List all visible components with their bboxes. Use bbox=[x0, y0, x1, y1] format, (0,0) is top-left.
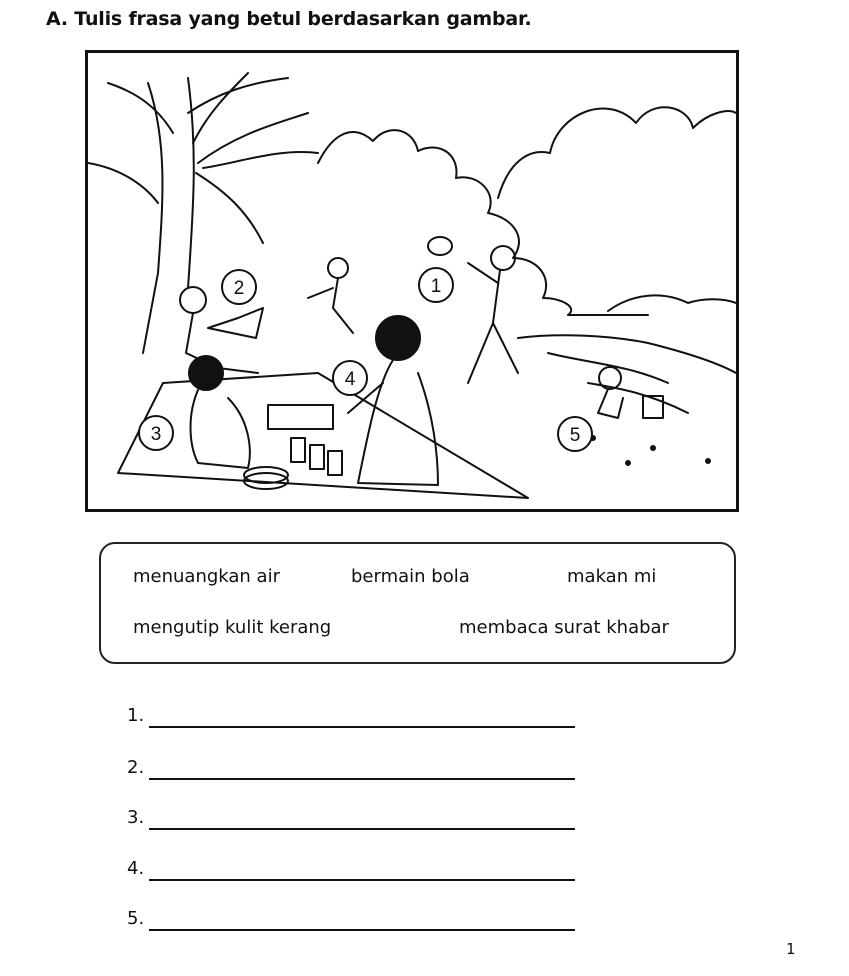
svg-text:5: 5 bbox=[569, 425, 581, 446]
word-bank-item: mengutip kulit kerang bbox=[133, 617, 332, 638]
word-bank-item: bermain bola bbox=[351, 566, 470, 587]
picture-label-4 bbox=[333, 361, 367, 395]
cup bbox=[328, 451, 342, 475]
hill-outline bbox=[608, 295, 736, 311]
palm-frond bbox=[198, 113, 308, 163]
picture-label-5 bbox=[558, 417, 592, 451]
palm-frond bbox=[196, 173, 263, 243]
girl-collecting-shells bbox=[598, 367, 663, 418]
svg-text:3: 3 bbox=[150, 424, 162, 445]
svg-text:4: 4 bbox=[344, 369, 356, 390]
answer-number: 5. bbox=[127, 908, 145, 929]
answer-row bbox=[127, 700, 587, 728]
page-number: 1 bbox=[786, 940, 796, 958]
word-bank-item: makan mi bbox=[567, 566, 657, 587]
boy-playing-ball bbox=[468, 246, 518, 383]
answer-row bbox=[127, 802, 587, 830]
beach-picnic-illustration bbox=[85, 50, 739, 512]
tree-branch bbox=[108, 83, 173, 133]
woman-pouring-water bbox=[348, 316, 438, 485]
answer-line[interactable] bbox=[149, 778, 575, 780]
answer-line[interactable] bbox=[149, 726, 575, 728]
cloud-outline bbox=[498, 107, 736, 198]
tree-trunk bbox=[143, 83, 162, 353]
bush-outline bbox=[318, 130, 648, 315]
picture-label-2 bbox=[222, 270, 256, 304]
answer-row bbox=[127, 903, 587, 931]
cup bbox=[310, 445, 324, 469]
ball bbox=[428, 237, 452, 255]
picture-label-1 bbox=[419, 268, 453, 302]
palm-frond bbox=[203, 152, 318, 168]
answer-number: 1. bbox=[127, 705, 145, 726]
word-bank-item: menuangkan air bbox=[133, 566, 280, 587]
answer-number: 3. bbox=[127, 807, 145, 828]
picnic-mat bbox=[118, 373, 528, 498]
answer-row bbox=[127, 752, 587, 780]
word-bank bbox=[99, 542, 736, 664]
answer-line[interactable] bbox=[149, 929, 575, 931]
answer-line[interactable] bbox=[149, 879, 575, 881]
instruction-heading: A. Tulis frasa yang betul berdasarkan gambar. bbox=[46, 8, 532, 30]
answer-line[interactable] bbox=[149, 828, 575, 830]
svg-text:2: 2 bbox=[233, 278, 245, 299]
girl-eating bbox=[189, 356, 250, 468]
word-bank-item: membaca surat khabar bbox=[459, 617, 669, 638]
tree-branch bbox=[193, 73, 248, 143]
food-tray bbox=[268, 405, 333, 429]
answer-row bbox=[127, 853, 587, 881]
picture-label-3 bbox=[139, 416, 173, 450]
boy-with-racket bbox=[308, 258, 353, 333]
answer-number: 4. bbox=[127, 858, 145, 879]
cup bbox=[291, 438, 305, 462]
svg-text:1: 1 bbox=[430, 276, 442, 297]
tree-branch bbox=[88, 163, 158, 203]
answer-number: 2. bbox=[127, 757, 145, 778]
